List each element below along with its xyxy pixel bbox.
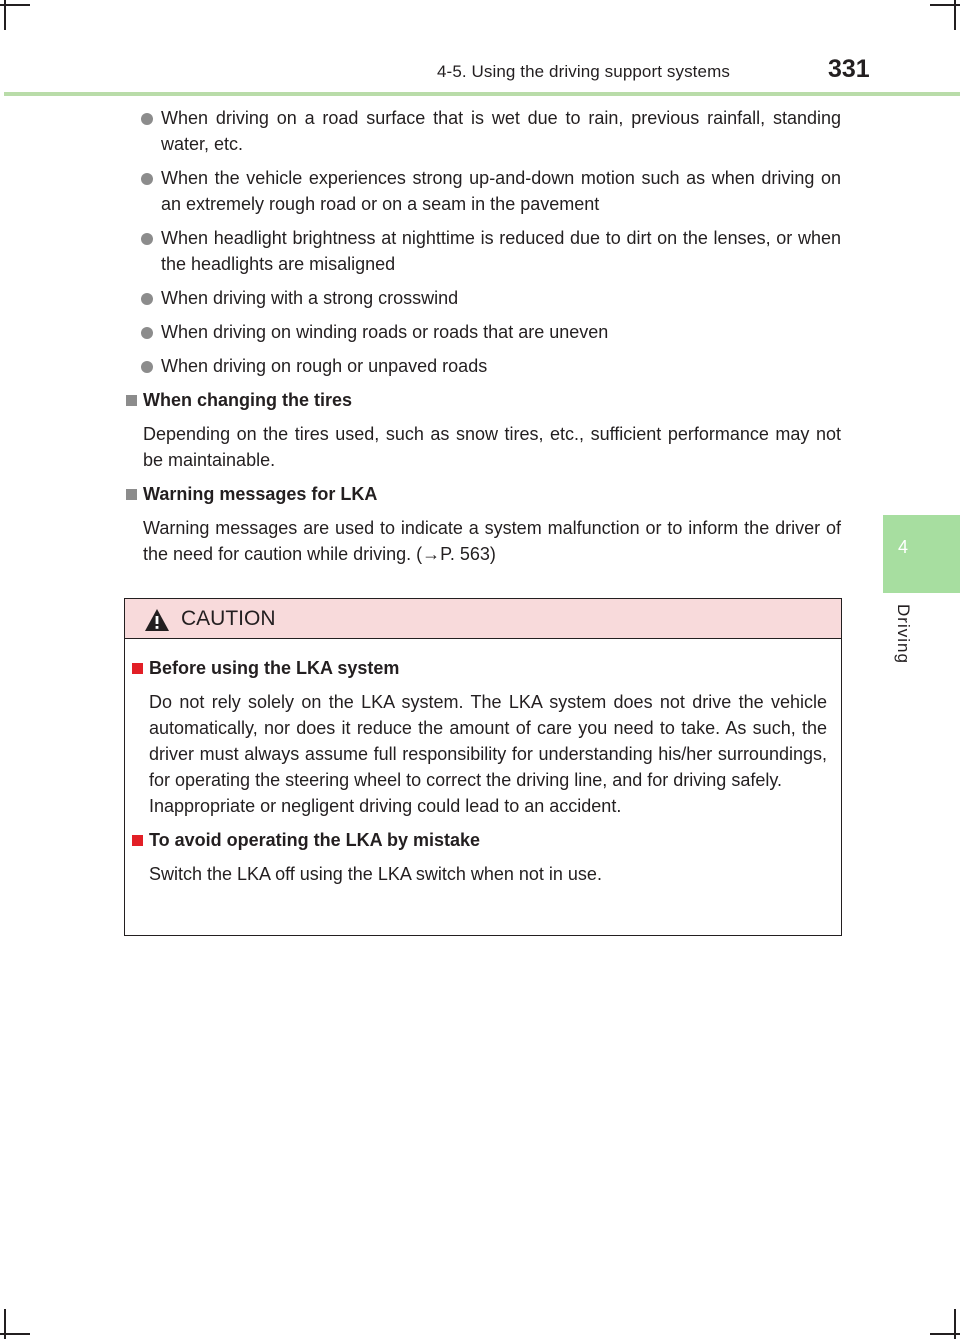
red-square-icon [132, 663, 143, 674]
caution-heading-text: Before using the LKA system [149, 658, 400, 678]
crop-mark [0, 4, 30, 6]
caution-heading [132, 827, 827, 853]
list-item-text: When driving on a road surface that is wet due to rain, previous rainfall, standing water, etc. [161, 108, 841, 154]
caution-heading [132, 655, 827, 681]
bullet-icon [141, 361, 153, 373]
caution-box [124, 598, 842, 936]
crop-mark [930, 1333, 960, 1335]
section-heading [124, 387, 841, 413]
main-content [124, 105, 841, 575]
page-number: 331 [828, 55, 870, 83]
bullet-icon [141, 327, 153, 339]
list-item-text: When the vehicle experiences strong up-and-down motion such as when driving on an extremely rough road or on a seam in the pavement [161, 168, 841, 214]
list-item [124, 319, 841, 345]
caution-header [125, 599, 841, 639]
list-item [124, 105, 841, 157]
list-item-text: When driving on rough or unpaved roads [161, 356, 488, 376]
bullet-icon [141, 173, 153, 185]
bullet-icon [141, 233, 153, 245]
caution-paragraph: Inappropriate or negligent driving could lead to an accident. [149, 796, 622, 816]
list-item [124, 165, 841, 217]
list-item [124, 285, 841, 311]
section-heading [124, 481, 841, 507]
chapter-number: 4 [897, 537, 908, 557]
crop-mark [0, 1333, 30, 1335]
section-body: Warning messages are used to indicate a system malfunction or to inform the driver of the need for caution while driving. (→P. 563) [143, 518, 841, 564]
square-bullet-icon [126, 395, 137, 406]
list-item-text: When driving on winding roads or roads that are uneven [161, 322, 609, 342]
section-heading-text: When changing the tires [143, 390, 353, 410]
list-item-text: When driving with a strong crosswind [161, 288, 459, 308]
crop-mark [930, 4, 960, 6]
caution-text: Switch the LKA off using the LKA switch when not in use. [149, 864, 602, 884]
warning-icon [144, 608, 170, 632]
section-body: Depending on the tires used, such as snow tires, etc., sufficient performance may not be maintainable. [143, 424, 841, 470]
list-item [124, 225, 841, 277]
red-square-icon [132, 835, 143, 846]
caution-title: CAUTION [181, 607, 276, 630]
caution-paragraph: Do not rely solely on the LKA system. The LKA system does not drive the vehicle automatically, nor does it reduce the amount of care you need to take. As such, the driver must always assume full responsibility for understanding his/her surroundings, for operating the steering wheel to correct the driving line, and for driving safely. [149, 692, 827, 790]
list-item-text: When headlight brightness at nighttime is reduced due to dirt on the lenses, or when the headlights are misaligned [161, 228, 841, 274]
bullet-icon [141, 293, 153, 305]
caution-heading-text: To avoid operating the LKA by mistake [149, 830, 481, 850]
section-heading-text: Warning messages for LKA [143, 484, 378, 504]
list-item [124, 353, 841, 379]
section-title: 4-5. Using the driving support systems [437, 62, 730, 81]
bullet-icon [141, 113, 153, 125]
chapter-label: Driving [894, 604, 913, 664]
header-rule [4, 92, 960, 96]
square-bullet-icon [126, 489, 137, 500]
caution-text [132, 689, 827, 819]
caution-body [125, 639, 841, 887]
